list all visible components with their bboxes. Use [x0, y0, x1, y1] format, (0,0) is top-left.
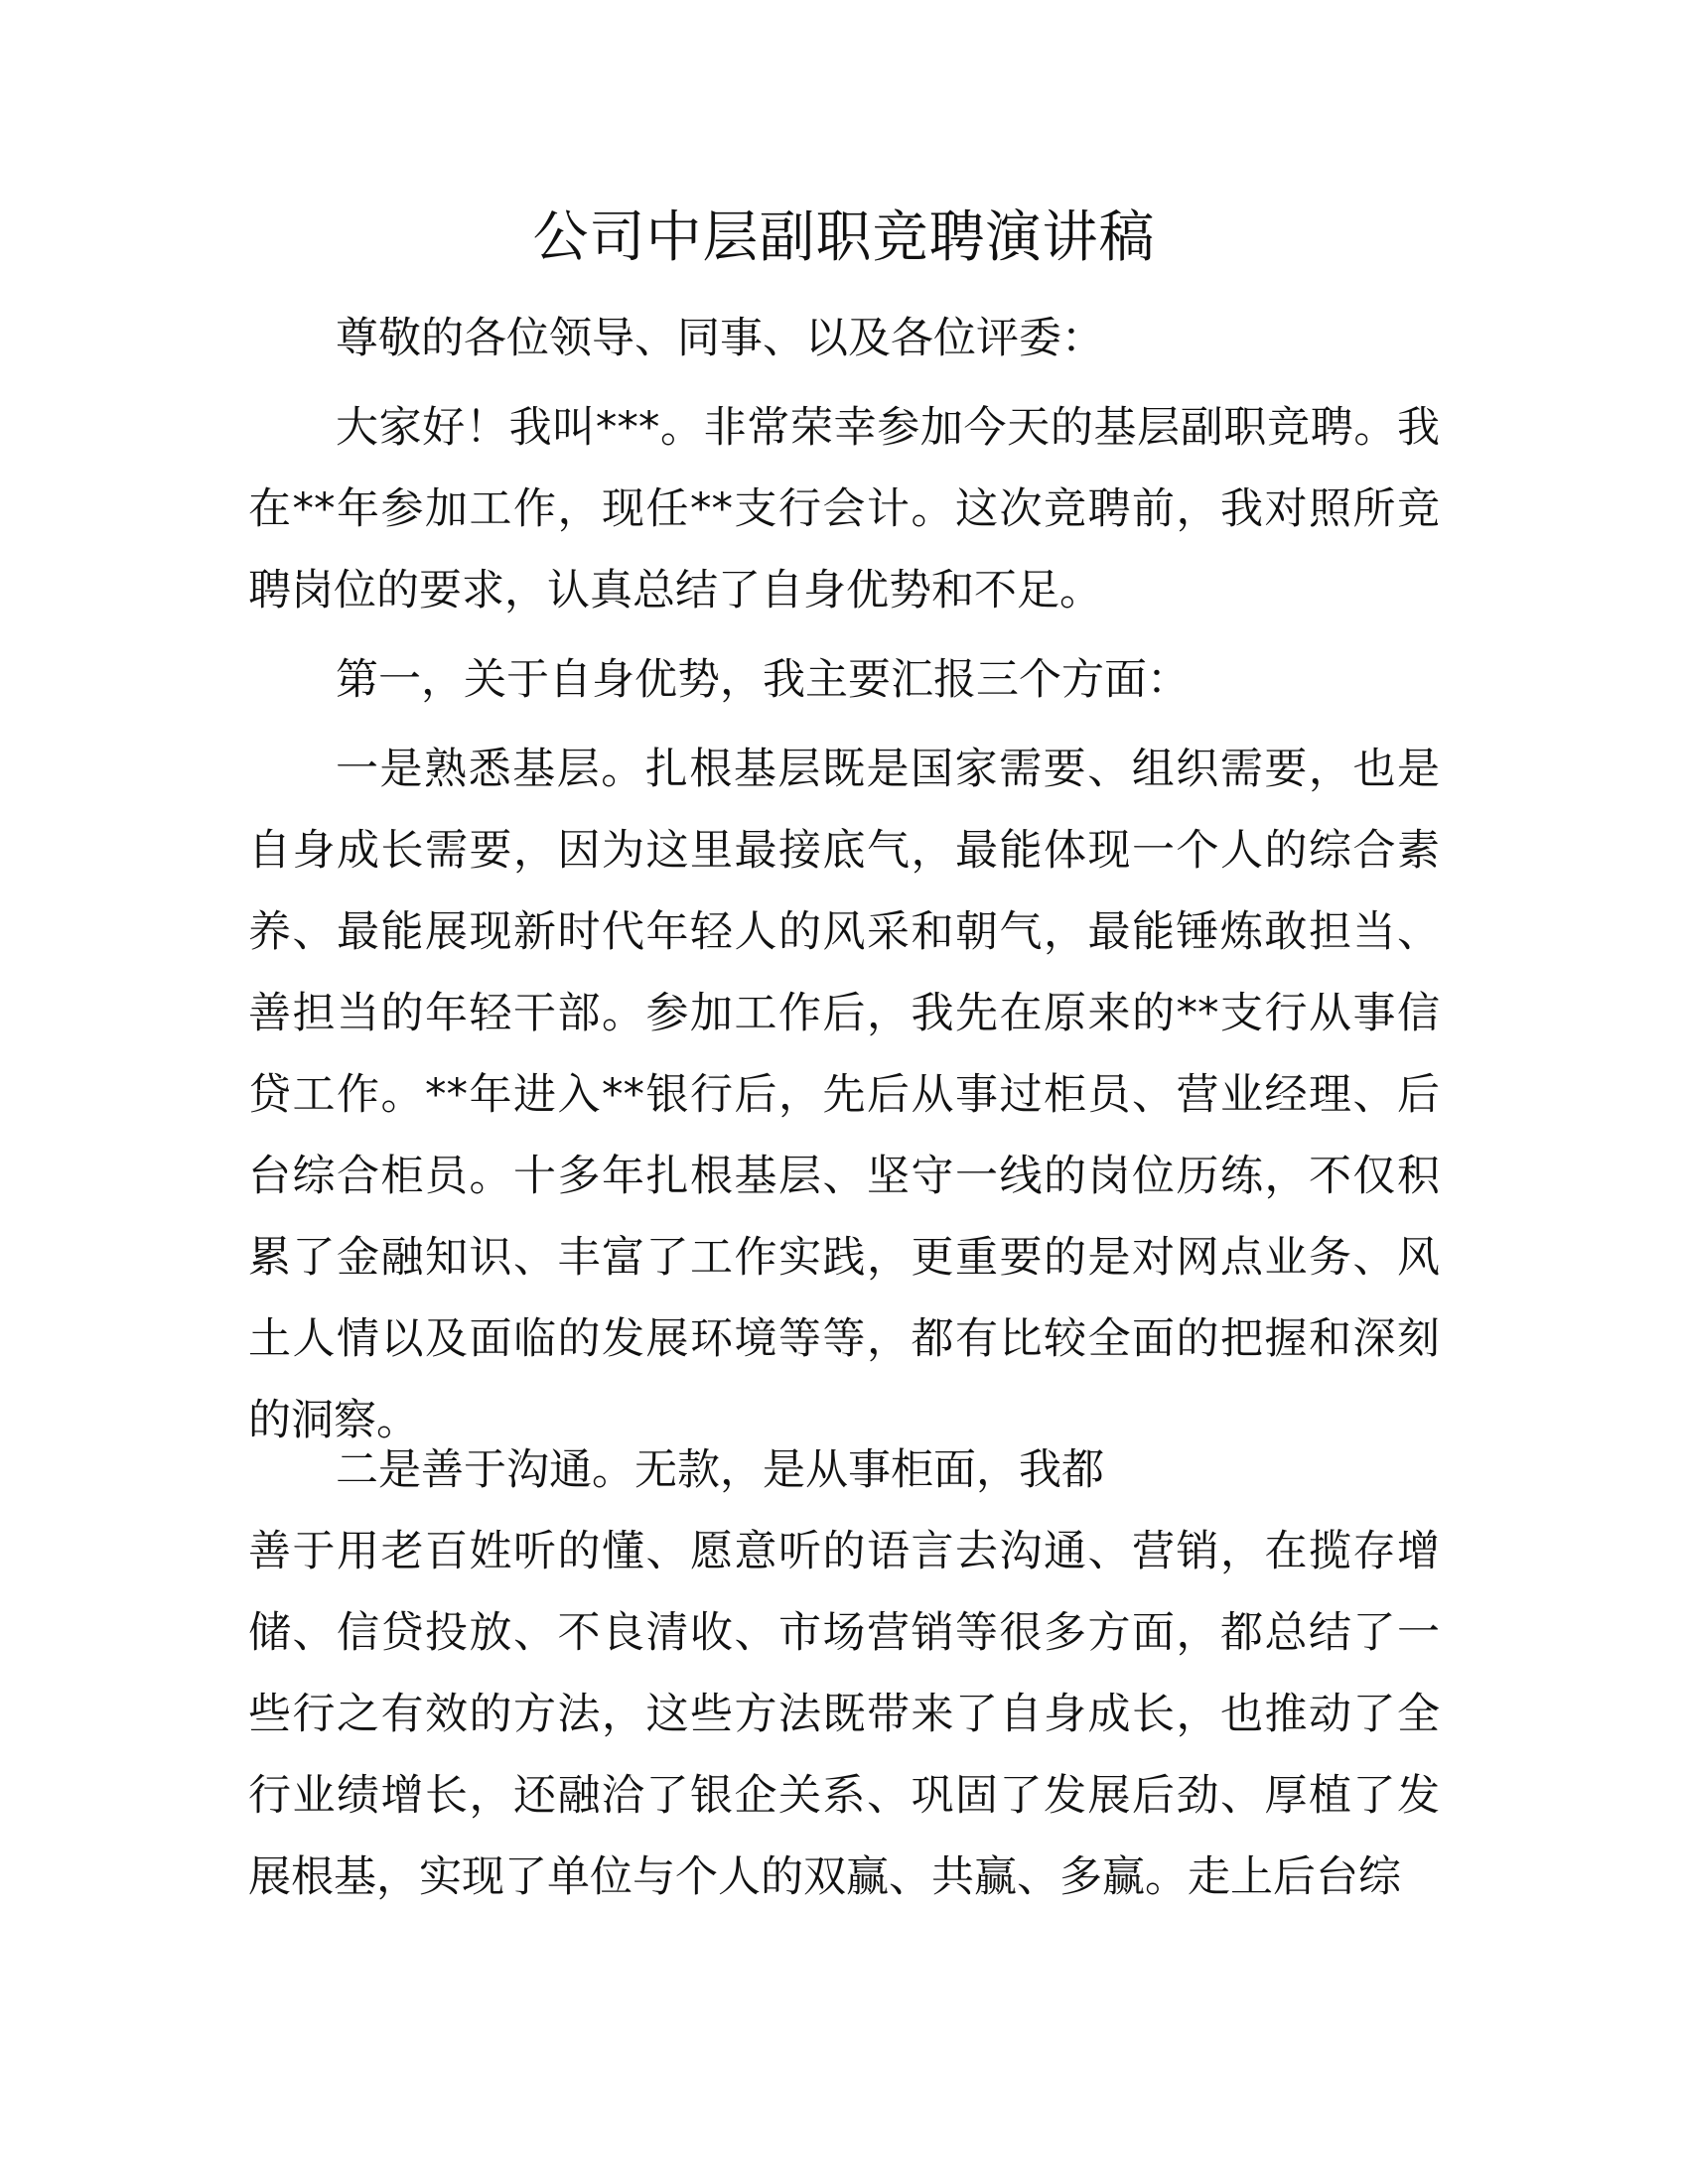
paragraph-strength-two-body: 善于用老百姓听的懂、愿意听的语言去沟通、营销，在揽存增储、信贷投放、不良清收、市场营销等很多方面，都总结了一些行之有效的方法，这些方法既带来了自身成长，也推动了全行业绩增长，还融洽了银企关系、巩固了发展后劲、厚植了发展根基，实现了单位与个人的双赢、共赢、多赢。走上后台综 [248, 1527, 1440, 1902]
paragraph-salutation: 尊敬的各位领导、同事、以及各位评委： [336, 314, 1104, 363]
body-block-1 [248, 298, 1440, 1469]
paragraph-first-point: 第一，关于自身优势，我主要汇报三个方面： [336, 655, 1190, 705]
document-title: 公司中层副职竞聘演讲稿 [532, 205, 1156, 270]
body-block-2 [248, 1430, 1440, 1918]
paragraph-intro: 大家好！我叫***。非常荣幸参加今天的基层副职竞聘。我在**年参加工作，现任**支行会计。这次竞聘前，我对照所竞聘岗位的要求，认真总结了自身优势和不足。 [248, 403, 1440, 615]
paragraph-strength-two-head: 二是善于沟通。无款，是从事柜面，我都 [336, 1445, 1104, 1495]
paragraph-strength-one: 一是熟悉基层。扎根基层既是国家需要、组织需要，也是自身成长需要，因为这里最接底气，最能体现一个人的综合素养、最能展现新时代年轻人的风采和朝气，最能锤炼敢担当、善担当的年轻干部。参加工作后，我先在原来的**支行从事信贷工作。**年进入**银行后，先后从事过柜员、营业经理、后台综合柜员。十多年扎根基层、坚守一线的岗位历练，不仅积累了金融知识、丰富了工作实践，更重要的是对网点业务、风土人情以及面临的发展环境等等，都有比较全面的把握和深刻的洞察。 [248, 745, 1440, 1445]
